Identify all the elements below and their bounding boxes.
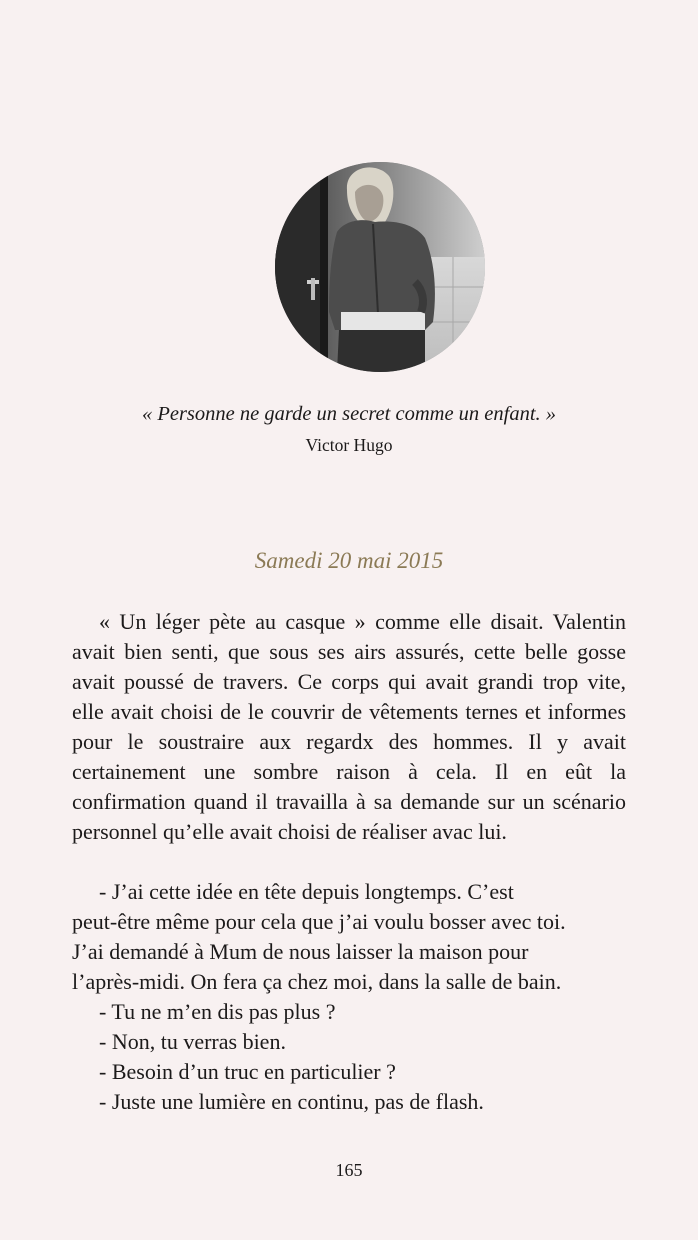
page-number: 165	[335, 1160, 363, 1180]
dialogue-line: - Non, tu verras bien.	[99, 1029, 286, 1054]
dialogue-block	[72, 877, 626, 1117]
epigraph-quote: « Personne ne garde un secret comme un enfant. »	[141, 403, 557, 425]
chapter-date: Samedi 20 mai 2015	[254, 548, 444, 573]
dialogue-line: - Tu ne m’en dis pas plus ?	[99, 999, 336, 1024]
dialogue-line: - Juste une lumière en continu, pas de flash.	[99, 1089, 484, 1114]
dialogue-line: l’après-midi. On fera ça chez moi, dans la salle de bain.	[72, 969, 562, 994]
portrait-photo	[275, 162, 485, 372]
body-paragraph: « Un léger pète au casque » comme elle disait. Valentin avait bien senti, que sous ses airs assurés, cette belle gosse avait poussé de travers. Ce corps qui avait grandi trop vite, elle avait choisi de le couvrir de vêtements ternes et informes pour le soustraire aux regardx des hommes. Il y avait certainement une sombre raison à cela. Il en eût la confirmation quand il travailla à sa demande sur un scénario personnel qu’elle avait choisi de réaliser avac lui.	[72, 609, 626, 844]
dialogue-line: - Besoin d’un truc en particulier ?	[99, 1059, 396, 1084]
epigraph-author: Victor Hugo	[305, 435, 393, 455]
dialogue-line: peut-être même pour cela que j’ai voulu bosser avec toi.	[72, 909, 566, 934]
dialogue-line: - J’ai cette idée en tête depuis longtemps. C’est	[99, 879, 514, 904]
dialogue-line: J’ai demandé à Mum de nous laisser la maison pour	[72, 939, 529, 964]
portrait-photo-icon	[275, 162, 485, 372]
